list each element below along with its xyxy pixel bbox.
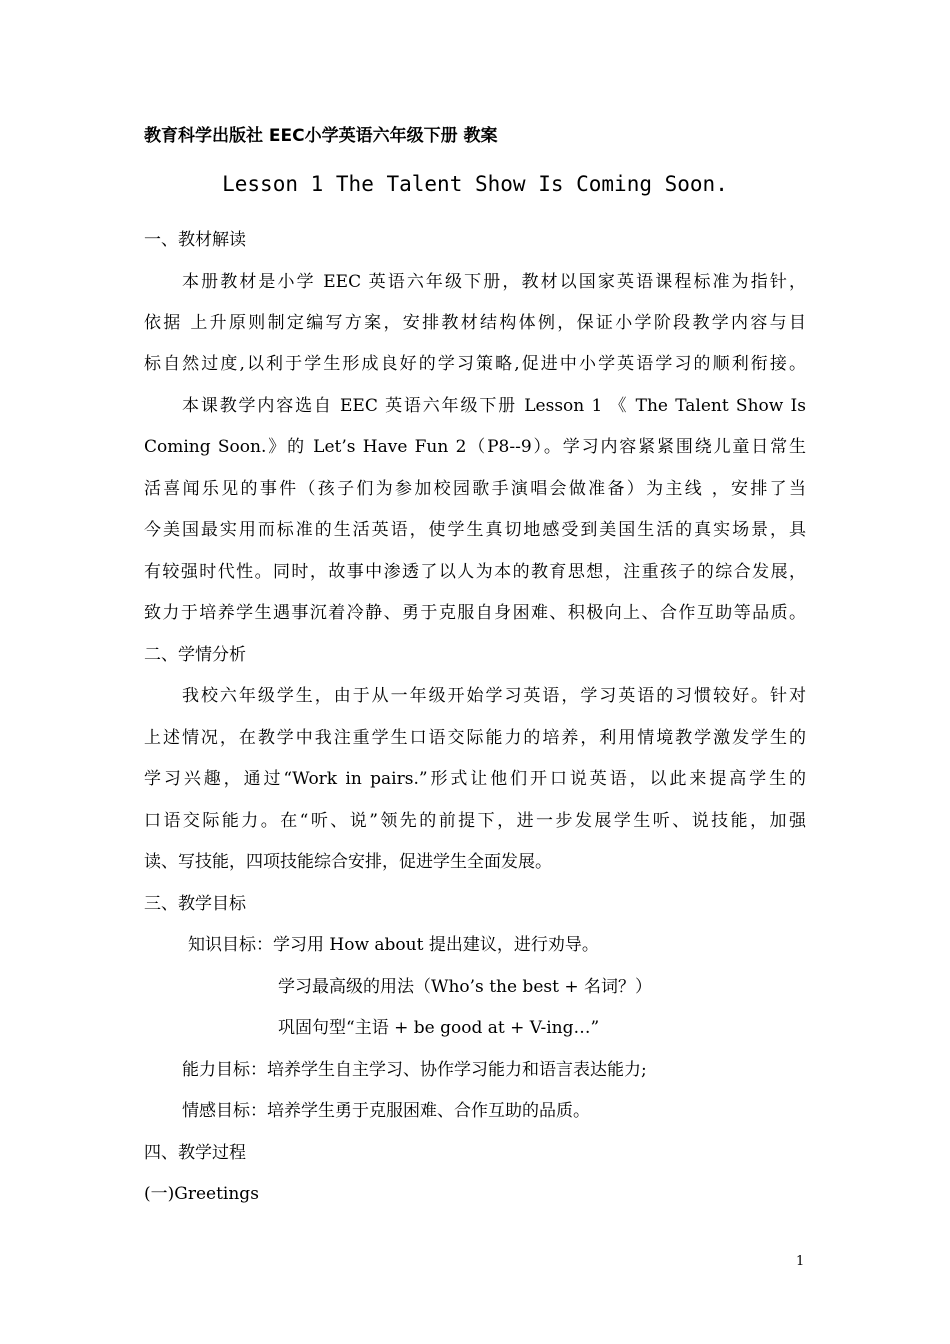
paragraph-line: 致力于培养学生遇事沉着冷静、勇于克服自身困难、积极向上、合作互助等品质。 <box>144 603 806 623</box>
paragraph-line: 标自然过度,以利于学生形成良好的学习策略,促进中小学英语学习的顺利衔接。 <box>144 354 806 374</box>
section-heading-4: 四、教学过程 <box>144 1143 246 1163</box>
paragraph-line: Coming Soon.》的 Let’s Have Fun 2（P8--9）。学习内容紧紧围绕儿童日常生 <box>144 437 806 457</box>
ability-goal: 能力目标：培养学生自主学习、协作学习能力和语言表达能力; <box>182 1060 647 1080</box>
paragraph-line: 学习兴趣，通过“Work in pairs.”形式让他们开口说英语，以此来提高学生的 <box>144 769 806 789</box>
knowledge-goal: 知识目标：学习用 How about 提出建议，进行劝导。 <box>188 935 599 955</box>
paragraph-line: 上述情况，在教学中我注重学生口语交际能力的培养，利用情境教学激发学生的 <box>144 728 806 748</box>
paragraph-line: 有较强时代性。同时，故事中渗透了以人为本的教育思想，注重孩子的综合发展， <box>144 562 806 582</box>
knowledge-goal-2: 学习最高级的用法（Who’s the best + 名词？） <box>278 977 652 997</box>
paragraph-line: 本课教学内容选自 EEC 英语六年级下册 Lesson 1 《 The Talent Show Is <box>182 396 806 416</box>
paragraph-line: 我校六年级学生，由于从一年级开始学习英语，学习英语的习惯较好。针对 <box>182 686 806 706</box>
paragraph-line: 口语交际能力。在“听、说”领先的前提下，进一步发展学生听、说技能，加强 <box>144 811 806 831</box>
paragraph-line: 读、写技能，四项技能综合安排，促进学生全面发展。 <box>144 852 552 872</box>
subsection-greetings: (一)Greetings <box>144 1184 259 1204</box>
paragraph-line: 本册教材是小学 EEC 英语六年级下册，教材以国家英语课程标准为指针， <box>182 272 806 292</box>
section-heading-1: 一、教材解读 <box>144 230 246 250</box>
emotion-goal: 情感目标：培养学生勇于克服困难、合作互助的品质。 <box>182 1101 590 1121</box>
paragraph-line: 活喜闻乐见的事件（孩子们为参加校园歌手演唱会做准备）为主线 ，安排了当 <box>144 479 806 499</box>
document-header: 教育科学出版社 EEC小学英语六年级下册 教案 <box>144 126 498 146</box>
knowledge-goal-3: 巩固句型“主语 + be good at + V-ing…” <box>278 1018 600 1038</box>
section-heading-3: 三、教学目标 <box>144 894 246 914</box>
paragraph-line: 依据 上升原则制定编写方案，安排教材结构体例，保证小学阶段教学内容与目 <box>144 313 806 333</box>
section-heading-2: 二、学情分析 <box>144 645 246 665</box>
lesson-title: Lesson 1 The Talent Show Is Coming Soon. <box>222 172 728 196</box>
paragraph-line: 今美国最实用而标准的生活英语，使学生真切地感受到美国生活的真实场景，具 <box>144 520 806 540</box>
page-number: 1 <box>796 1254 805 1269</box>
